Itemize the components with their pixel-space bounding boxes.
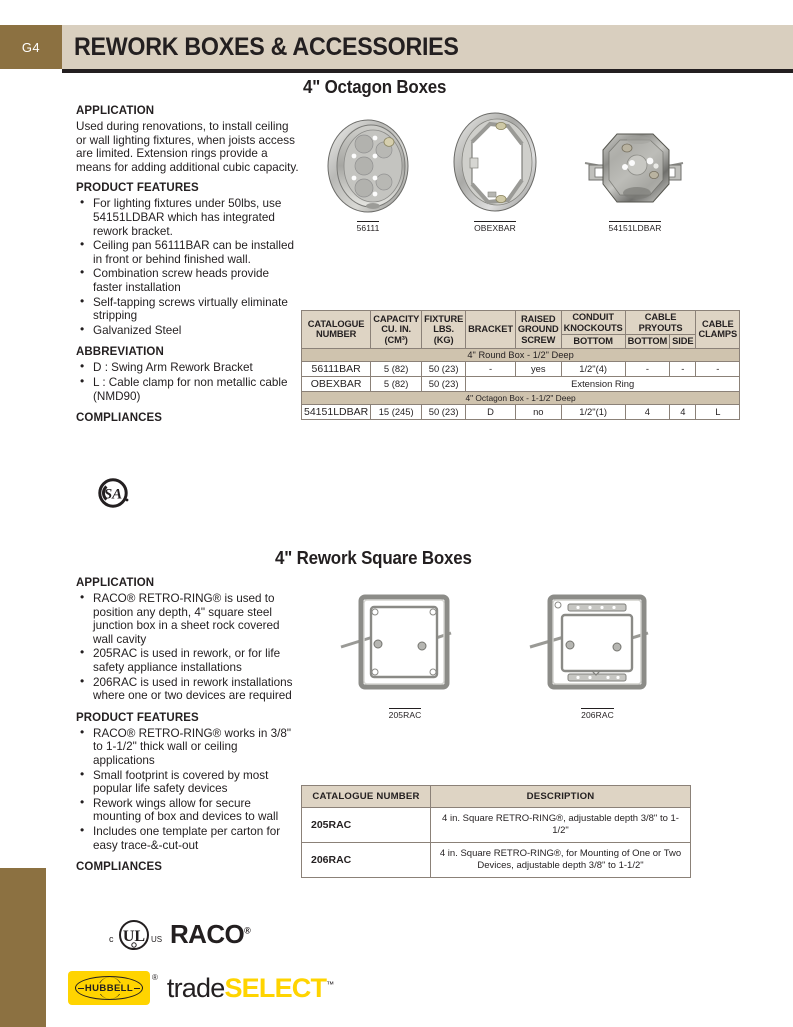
- list-item: • D : Swing Arm Rework Bracket: [93, 361, 301, 375]
- cell-catalogue: 54151LDBAR: [302, 404, 371, 419]
- registered-mark-icon: ®: [152, 973, 158, 982]
- page-code-label: G4: [21, 39, 41, 55]
- cell-catalogue: 206RAC: [302, 843, 431, 878]
- page-title: REWORK BOXES & ACCESSORIES: [74, 32, 459, 61]
- list-item: • Combination screw heads provide faster installation: [93, 267, 301, 294]
- cell-conduit-knockouts-bottom: 1/2"(4): [561, 361, 625, 376]
- svg-text:SA: SA: [103, 486, 123, 503]
- th-fixture-lbs: FIXTURE LBS. (KG): [422, 311, 466, 349]
- cell-raised-ground-screw: yes: [515, 361, 561, 376]
- tradeselect-wordmark: [167, 973, 333, 1004]
- cell-fixture: 50 (23): [422, 404, 466, 419]
- round-box-photo: [320, 108, 416, 218]
- group-label: 4" Round Box - 1/2" Deep: [302, 348, 740, 361]
- th-capacity: CAPACITY CU. IN. (CM³): [371, 311, 422, 349]
- hubbell-label: HUBBELL: [84, 982, 134, 994]
- csa-logo-icon: [97, 478, 131, 513]
- cell-cable-clamps: L: [696, 404, 740, 419]
- th-cable-pryouts-side: SIDE: [670, 335, 696, 349]
- th-cable-clamps: CABLE CLAMPS: [696, 311, 740, 349]
- table-body: [302, 348, 740, 419]
- figure-54151LDBAR: [570, 118, 700, 236]
- cell-bracket: D: [466, 404, 516, 419]
- svg-text:UL: UL: [122, 928, 146, 945]
- section2-left-column: [76, 577, 301, 876]
- section2-application-list: [76, 592, 301, 703]
- section1-compliances-heading: COMPLIANCES: [76, 412, 163, 425]
- cell-cable-pryouts-side: 4: [670, 404, 696, 419]
- th-description: DESCRIPTION: [431, 786, 691, 808]
- section1-application-text: Used during renovations, to install ceiling or wall lighting fixtures, when joists access are limited. Extension rings provide a means for adding additional cubic capacity.: [76, 120, 299, 174]
- figure-caption: OBEXBAR: [474, 223, 516, 233]
- cell-bracket: -: [466, 361, 516, 376]
- section2-application-heading: APPLICATION: [76, 577, 155, 589]
- table-body: [302, 808, 691, 878]
- cell-raised-ground-screw: no: [515, 404, 561, 419]
- cell-fixture: 50 (23): [422, 376, 466, 391]
- figure-OBEXBAR: [440, 106, 550, 236]
- extension-ring-photo: [442, 106, 548, 218]
- cell-conduit-knockouts-bottom: 1/2"(1): [561, 404, 625, 419]
- cell-catalogue: 56111BAR: [302, 361, 371, 376]
- list-item: • Rework wings allow for secure mounting of box and devices to wall: [93, 797, 301, 824]
- group-label: 4" Octagon Box - 1-1/2" Deep: [302, 391, 740, 404]
- cell-capacity: 5 (82): [371, 361, 422, 376]
- cell-cable-pryouts-bottom: 4: [625, 404, 670, 419]
- section-title-rework-square-boxes: 4" Rework Square Boxes: [275, 548, 472, 568]
- th-catalogue-number: CATALOGUE NUMBER: [302, 311, 371, 349]
- table-row: [302, 808, 691, 843]
- table-row: [302, 376, 740, 391]
- table-group-row: [302, 348, 740, 361]
- list-item: • Galvanized Steel: [93, 324, 301, 338]
- cell-span-note: Extension Ring: [466, 376, 740, 391]
- section2-compliances-heading: COMPLIANCES: [76, 861, 163, 874]
- page-header-bar: [62, 25, 793, 69]
- table-header-row: [302, 786, 691, 808]
- figure-205RAC: [330, 585, 480, 723]
- figure-206RAC: [520, 585, 675, 723]
- table-row: [302, 361, 740, 376]
- hubbell-globe-icon: [75, 976, 143, 1000]
- square-retro-ring-photo: [331, 585, 479, 705]
- cell-cable-pryouts-side: -: [670, 361, 696, 376]
- octagon-box-bracket-photo: [571, 118, 699, 218]
- figure-caption: 206RAC: [581, 710, 614, 720]
- cell-cable-pryouts-bottom: -: [625, 361, 670, 376]
- cell-cable-clamps: -: [696, 361, 740, 376]
- cell-description: 4 in. Square RETRO-RING®, adjustable depth 3/8" to 1-1/2": [431, 808, 691, 843]
- section1-abbreviation-heading: ABBREVIATION: [76, 346, 164, 359]
- ul-listed-c-us-icon: [104, 918, 166, 957]
- section1-features-list: [76, 197, 301, 337]
- list-item: • Small footprint is covered by most popular life safety devices: [93, 769, 301, 796]
- list-item: • RACO® RETRO-RING® works in 3/8" to 1-1/2" thick wall or ceiling applications: [93, 727, 301, 768]
- table-head: [302, 786, 691, 808]
- list-item: • Self-tapping screws virtually eliminate stripping: [93, 296, 301, 323]
- trademark-icon: ™: [326, 979, 334, 989]
- th-conduit-knockouts: CONDUIT KNOCKOUTS: [561, 311, 625, 335]
- th-conduit-knockouts-bottom: BOTTOM: [561, 335, 625, 349]
- hubbell-tradeselect-logo: [68, 971, 333, 1005]
- page-code-tab: [0, 25, 62, 69]
- cell-capacity: 5 (82): [371, 376, 422, 391]
- figure-caption: 56111: [356, 223, 380, 233]
- section1-left-column: [76, 105, 301, 427]
- list-item: • RACO® RETRO-RING® is used to position any depth, 4" square steel junction box in a sheet rock covered wall cavity: [93, 592, 301, 646]
- figure-caption: 205RAC: [388, 710, 422, 720]
- table-row: [302, 404, 740, 419]
- th-bracket: BRACKET: [466, 311, 516, 349]
- th-cable-pryouts-bottom: BOTTOM: [625, 335, 670, 349]
- section1-application-heading: APPLICATION: [76, 105, 155, 117]
- section-title-octagon-boxes: 4" Octagon Boxes: [303, 77, 447, 97]
- th-cable-pryouts: CABLE PRYOUTS: [625, 311, 696, 335]
- header-divider-rule: [62, 69, 793, 73]
- bottom-edge-tab: [0, 868, 46, 1027]
- table-row: [302, 843, 691, 878]
- registered-mark-icon: ®: [244, 925, 251, 936]
- table-group-row: [302, 391, 740, 404]
- rework-square-boxes-desc-table: [301, 785, 691, 878]
- figure-caption: 54151LDBAR: [608, 223, 662, 233]
- cell-description: 4 in. Square RETRO-RING®, for Mounting of One or Two Devices, adjustable depth 3/8" to 1-1/2": [431, 843, 691, 878]
- cell-catalogue: OBEXBAR: [302, 376, 371, 391]
- select-text: SELECT: [224, 972, 327, 1003]
- table-header-row-1: [302, 311, 740, 335]
- list-item: • For lighting fixtures under 50lbs, use 54151LDBAR which has integrated rework bracket.: [93, 197, 301, 238]
- cell-fixture: 50 (23): [422, 361, 466, 376]
- svg-text:US: US: [151, 935, 163, 944]
- figure-56111: [318, 108, 418, 236]
- list-item: • 205RAC is used in rework, or for life safety appliance installations: [93, 647, 301, 674]
- raco-brand-text: RACO: [170, 919, 245, 949]
- list-item: • Includes one template per carton for easy trace-&-cut-out: [93, 825, 301, 852]
- svg-text:c: c: [109, 934, 114, 944]
- list-item: • L : Cable clamp for non metallic cable (NMD90): [93, 376, 301, 403]
- square-retro-ring-two-gang-photo: [522, 585, 674, 705]
- list-item: • Ceiling pan 56111BAR can be installed in front or behind finished wall.: [93, 239, 301, 266]
- section1-features-heading: PRODUCT FEATURES: [76, 182, 199, 195]
- trade-text: trade: [166, 972, 225, 1003]
- section2-features-heading: PRODUCT FEATURES: [76, 711, 199, 724]
- table-head: [302, 311, 740, 349]
- th-raised-ground-screw: RAISED GROUND SCREW: [515, 311, 561, 349]
- raco-wordmark: [170, 919, 250, 950]
- hubbell-badge: [68, 971, 150, 1005]
- section2-features-list: [76, 727, 301, 852]
- cell-catalogue: 205RAC: [302, 808, 431, 843]
- th-catalogue-number: CATALOGUE NUMBER: [302, 786, 431, 808]
- cell-capacity: 15 (245): [371, 404, 422, 419]
- list-item: • 206RAC is used in rework installations where one or two devices are required: [93, 676, 301, 703]
- section1-abbreviation-list: [76, 361, 301, 403]
- octagon-boxes-spec-table: [301, 310, 740, 420]
